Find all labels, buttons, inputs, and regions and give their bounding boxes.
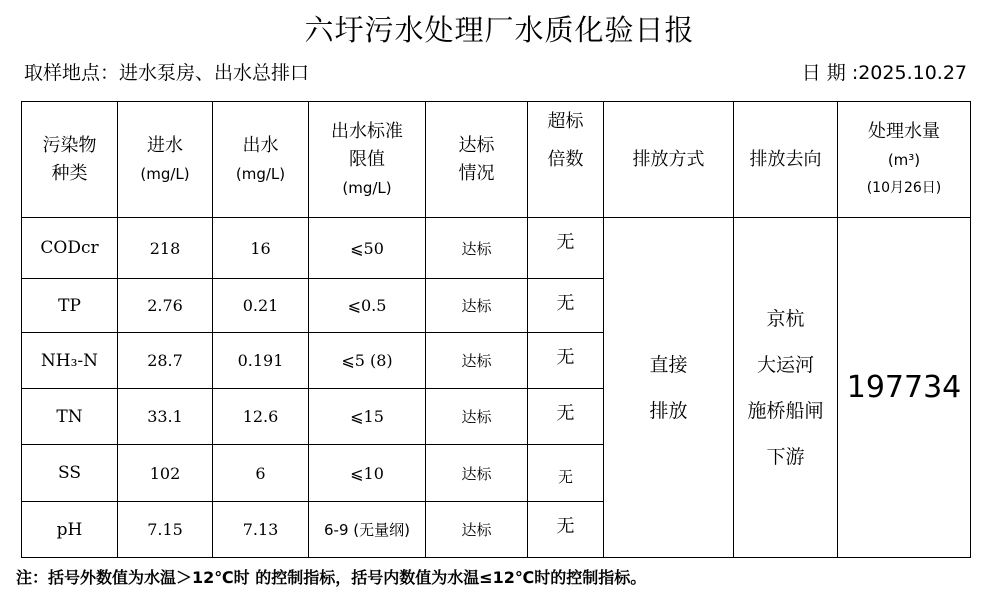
limit-cell: ⩽5 (8) — [309, 333, 426, 389]
exceed-cell: 无 — [528, 333, 604, 389]
report-title: 六圩污水处理厂水质化验日报 — [304, 13, 695, 47]
report-date — [802, 58, 967, 85]
exceed-cell: 无 — [528, 279, 604, 333]
pollutant-cell: pH — [22, 502, 118, 558]
date-label: 日期 — [801, 62, 852, 84]
date-value: :2025.10.27 — [851, 62, 967, 84]
influent-cell: 2.76 — [118, 279, 213, 333]
pollutant-cell: SS — [22, 445, 118, 502]
header-exceed: 超标 倍数 — [528, 102, 604, 218]
limit-cell: ⩽10 — [309, 445, 426, 502]
status-cell: 达标 — [426, 445, 528, 502]
influent-cell: 7.15 — [118, 502, 213, 558]
limit-cell: ⩽15 — [309, 389, 426, 445]
effluent-cell: 6 — [213, 445, 309, 502]
pollutant-cell: TN — [22, 389, 118, 445]
status-cell: 达标 — [426, 218, 528, 279]
table-row — [22, 218, 971, 279]
discharge-destination-cell: 京杭 大运河 施桥船闸 下游 — [734, 218, 838, 558]
header-influent: 进水 (mg/L) — [118, 102, 213, 218]
status-cell: 达标 — [426, 502, 528, 558]
header-status: 达标 情况 — [426, 102, 528, 218]
limit-cell: ⩽0.5 — [309, 279, 426, 333]
effluent-cell: 0.21 — [213, 279, 309, 333]
influent-cell: 33.1 — [118, 389, 213, 445]
header-destination: 排放去向 — [734, 102, 838, 218]
status-cell: 达标 — [426, 333, 528, 389]
exceed-cell: 无 — [528, 445, 604, 502]
limit-cell: ⩽50 — [309, 218, 426, 279]
influent-cell: 28.7 — [118, 333, 213, 389]
exceed-cell: 无 — [528, 389, 604, 445]
effluent-cell: 12.6 — [213, 389, 309, 445]
water-quality-table — [21, 101, 971, 558]
pollutant-cell: CODcr — [22, 218, 118, 279]
influent-cell: 102 — [118, 445, 213, 502]
header-limit: 出水标准 限值 (mg/L) — [309, 102, 426, 218]
header-volume: 处理水量 (m³) (10月26日) — [838, 102, 971, 218]
exceed-cell: 无 — [528, 502, 604, 558]
limit-cell: 6-9 (无量纲) — [309, 502, 426, 558]
header-effluent: 出水 (mg/L) — [213, 102, 309, 218]
pollutant-cell: NH₃-N — [22, 333, 118, 389]
footnote: 注：括号外数值为水温＞12℃时 的控制指标，括号内数值为水温≤12℃时的控制指标。 — [16, 568, 647, 587]
influent-cell: 218 — [118, 218, 213, 279]
exceed-cell: 无 — [528, 218, 604, 279]
status-cell: 达标 — [426, 279, 528, 333]
effluent-cell: 16 — [213, 218, 309, 279]
discharge-method-cell: 直接 排放 — [604, 218, 734, 558]
header-pollutant: 污染物 种类 — [22, 102, 118, 218]
pollutant-cell: TP — [22, 279, 118, 333]
treated-volume-cell: 197734 — [838, 218, 971, 558]
effluent-cell: 7.13 — [213, 502, 309, 558]
status-cell: 达标 — [426, 389, 528, 445]
header-method: 排放方式 — [604, 102, 734, 218]
sampling-location: 取样地点：进水泵房、出水总排口 — [24, 62, 310, 84]
header-row — [22, 102, 971, 218]
effluent-cell: 0.191 — [213, 333, 309, 389]
